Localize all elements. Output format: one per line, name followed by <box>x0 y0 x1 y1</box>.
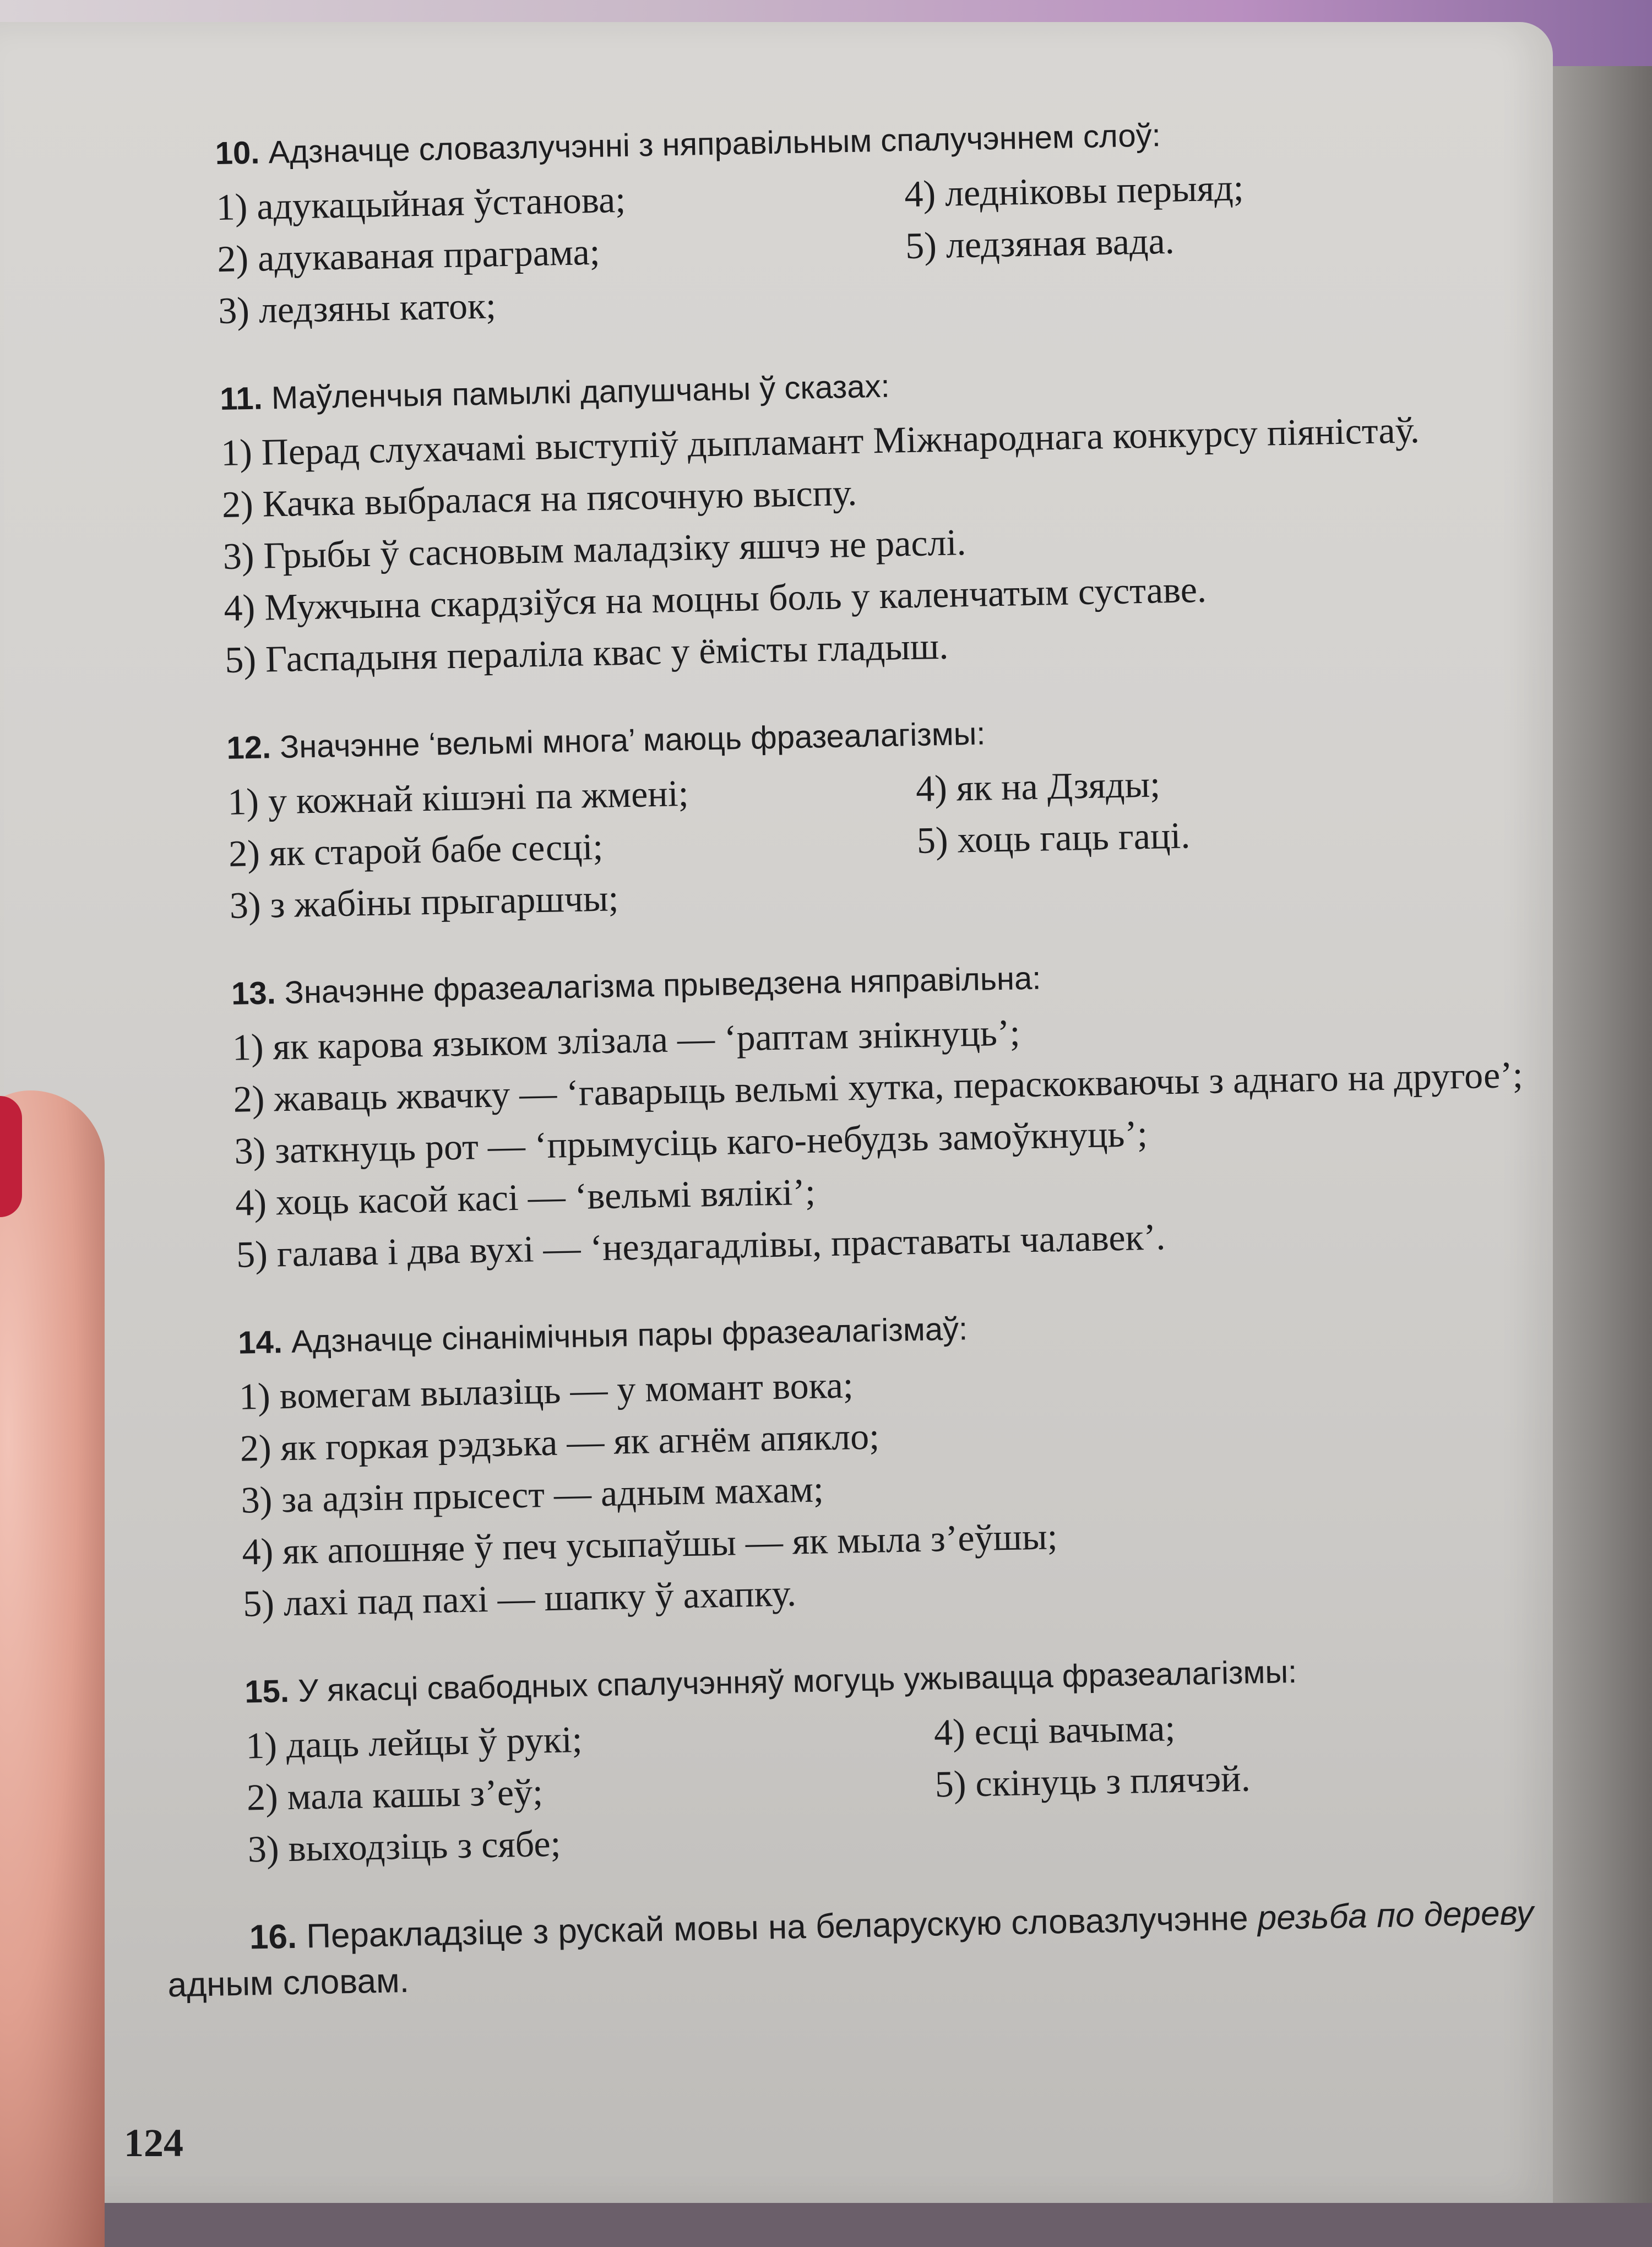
option: 1) Перад слухачамі выступіў дыпламант Міжнароднага конкурсу піяністаў. <box>220 409 1420 474</box>
question-15 <box>162 1644 1553 1876</box>
option: 3) з жабіны прыгаршчы; <box>229 877 620 926</box>
options-left-column <box>216 168 907 336</box>
option: 5) хоць гаць гаці. <box>916 814 1191 861</box>
options-right-column <box>933 1694 1597 1862</box>
option: 2) мала кашы з’еў; <box>246 1771 544 1819</box>
option: 3) ледзяны каток; <box>218 284 497 332</box>
options-left-column <box>245 1707 936 1875</box>
holding-finger <box>0 1090 105 2247</box>
option: 2) адукаваная праграма; <box>216 230 601 280</box>
option: 2) жаваць жвачку — ‘гаварыць вельмі хутка, пераскокваючы з аднаго на другое’; <box>233 1053 1524 1120</box>
option: 1) даць лейцы ў рукі; <box>245 1718 583 1767</box>
option: 5) Гаспадыня пераліла квас у ёмісты гладыш. <box>224 625 949 681</box>
question-10 <box>132 106 1524 338</box>
question-number: 16. <box>249 1917 297 1957</box>
question-number: 13. <box>231 975 276 1012</box>
option: 5) скінуць з плячэй. <box>934 1757 1251 1805</box>
option: 4) як на Дзяды; <box>915 763 1161 810</box>
question-number: 11. <box>219 380 263 417</box>
option: 3) выходзіць з сябе; <box>247 1822 562 1870</box>
question-text: Маўленчыя памылкі дапушчаны ў сказах: <box>271 368 890 416</box>
question-13 <box>148 946 1541 1282</box>
options-right-column <box>904 155 1568 323</box>
question-number: 10. <box>215 134 260 172</box>
question-number: 12. <box>226 729 271 766</box>
option: 4) ледніковы перыяд; <box>904 166 1245 215</box>
question-number: 14. <box>237 1324 283 1361</box>
question-14 <box>155 1295 1548 1631</box>
option: 3) за адзін прысест — адным махам; <box>240 1468 824 1521</box>
option: 5) лахі пад пахі — шапку ў ахапку. <box>242 1572 797 1625</box>
option: 1) у кожнай кішэні па жмені; <box>227 772 689 823</box>
question-text: У якасці свабодных спалучэнняў могуць ужывацца фразеалагізмы: <box>297 1653 1297 1709</box>
option: 5) ледзяная вада. <box>905 219 1175 267</box>
options-grid <box>162 1695 1553 1876</box>
option: 3) Грыбы ў сасновым маладзіку яшчэ не раслі. <box>222 521 967 577</box>
book-page-edge <box>1553 66 1652 2203</box>
question-italic-phrase: резьба по дереву <box>1257 1893 1534 1937</box>
page-content <box>132 106 1556 2009</box>
option: 4) есці вачыма; <box>933 1707 1176 1754</box>
options-grid <box>133 156 1524 338</box>
question-text: Адзначце словазлучэнні з няправільным спалучэннем слоў: <box>268 117 1161 171</box>
option: 4) як апошняе ў печ усыпаўшы — як мыла з’еўшы; <box>241 1515 1058 1573</box>
option: 4) хоць касой касі — ‘вельмі вялікі’; <box>235 1170 816 1224</box>
option: 4) Мужчына скардзіўся на моцны боль у каленчатым суставе. <box>223 568 1207 629</box>
fingernail <box>0 1096 22 1217</box>
option: 1) як карова языком злізала — ‘раптам знікнуць’; <box>232 1011 1021 1068</box>
option: 2) як горкая рэдзька — як агнём апякло; <box>240 1415 880 1469</box>
question-text-end: адным словам. <box>167 1961 410 2005</box>
question-text: Адзначце сінанімічныя пары фразеалагізмаў: <box>291 1311 968 1360</box>
options-grid <box>144 751 1535 932</box>
option: 1) вомегам вылазіць — у момант вока; <box>238 1364 854 1418</box>
question-12 <box>144 700 1535 932</box>
question-11 <box>137 351 1530 687</box>
option: 2) як старой бабе сесці; <box>228 825 604 875</box>
options-right-column <box>915 750 1579 918</box>
options-left-column <box>227 763 918 931</box>
question-text: Значэнне фразеалагізма прыведзена няправільна: <box>284 960 1041 1011</box>
option: 2) Качка выбралася на пясочную выспу. <box>221 471 857 525</box>
question-text: Значэнне ‘вельмі многа’ маюць фразеалагізмы: <box>279 715 986 766</box>
option: 1) адукацыйная ўстанова; <box>215 178 626 229</box>
option: 3) заткнуць рот — ‘прымусіць каго-небудзь замоўкнуць’; <box>233 1112 1148 1172</box>
question-text: Перакладзіце з рускай мовы на беларускую словазлучэнне <box>306 1899 1249 1956</box>
question-number: 15. <box>244 1673 290 1710</box>
option: 5) галава і два вухі — ‘нездагадлівы, праставаты чалавек’. <box>236 1215 1166 1276</box>
page-number: 124 <box>124 2121 183 2165</box>
